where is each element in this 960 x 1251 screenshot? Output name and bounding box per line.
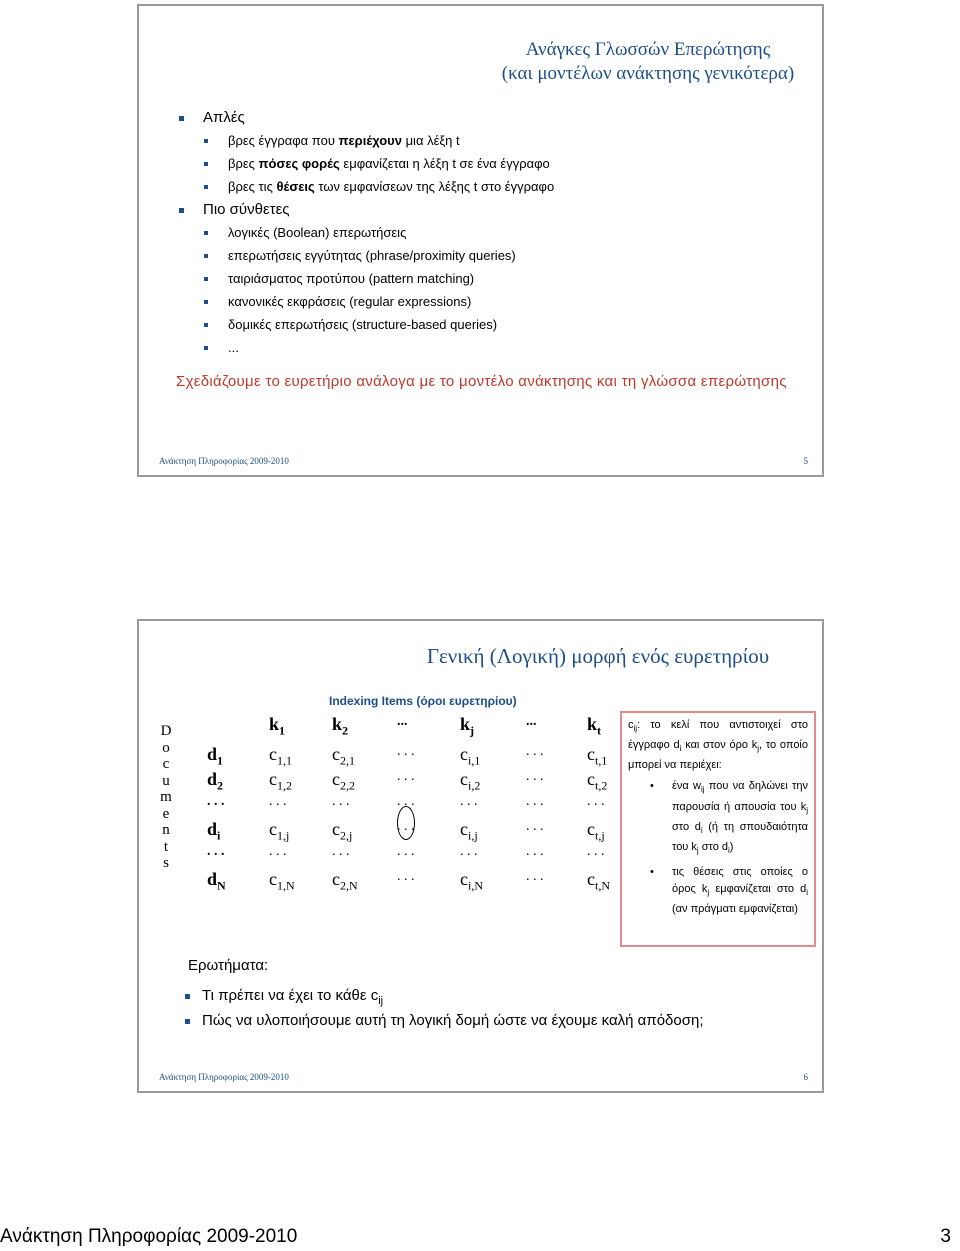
matrix-header-term <box>332 714 348 739</box>
matrix-cell-main: c <box>269 869 277 889</box>
matrix-cell-main: c <box>332 744 340 764</box>
matrix-header-term <box>460 714 474 739</box>
highlight-circle <box>397 806 415 840</box>
matrix-cell-main: c <box>332 819 340 839</box>
matrix-cell-main: c <box>269 744 277 764</box>
question-item <box>185 985 805 1010</box>
matrix-cell-main: . . . <box>526 744 544 759</box>
bullet-item <box>179 154 799 177</box>
matrix-header-term-main: k <box>269 714 280 734</box>
matrix-cell-main: c <box>460 819 468 839</box>
matrix-header-term-main: k <box>332 714 343 734</box>
page-number: 3 <box>940 1226 951 1247</box>
matrix-cell-sub: 1,N <box>277 878 295 893</box>
matrix-cell-main: . . . <box>397 844 415 859</box>
matrix-cell-main: . . . <box>332 794 350 809</box>
matrix-cell <box>526 844 544 860</box>
matrix-cell-main: c <box>460 869 468 889</box>
note-text: ένα w <box>672 780 701 793</box>
bullet-text: των εμφανίσεων της λέξης t στο έγγραφο <box>314 179 555 194</box>
documents-vertical-label <box>155 723 177 872</box>
matrix-cell-main: . . . <box>460 844 478 859</box>
note-subscript: i <box>728 846 730 856</box>
slide-title-line2: (και μοντέλων ανάκτησης γενικότερα) <box>501 63 795 84</box>
matrix-row-doc <box>207 844 225 860</box>
bullet-text: δομικές επερωτήσεις (structure-based queries) <box>228 317 498 332</box>
matrix-cell-sub: 1,2 <box>277 778 292 793</box>
note-subscript: ij <box>700 785 705 795</box>
summary-text: Σχεδιάζουμε το ευρετήριο ανάλογα με το μοντέλο ανάκτησης και τη γλώσσα επερώτησης <box>176 373 787 390</box>
bullet-item <box>179 223 799 246</box>
note-item <box>628 778 808 859</box>
matrix-cell <box>526 819 544 835</box>
matrix-cell <box>460 794 478 810</box>
bullet-text: βρες έγγραφα που <box>228 133 339 148</box>
matrix-cell-main: . . . <box>526 844 544 859</box>
matrix-row-doc-main: d <box>207 869 218 889</box>
bullet-item <box>179 315 799 338</box>
note-item <box>628 864 808 918</box>
matrix-row-doc <box>207 869 226 894</box>
note-text: (αν πράγματι εμφανίζεται) <box>672 903 798 916</box>
note-subscript: i <box>679 744 682 754</box>
matrix-cell <box>587 844 605 860</box>
matrix-cell-sub: i,j <box>468 828 478 843</box>
matrix-row-doc <box>207 794 225 810</box>
matrix-cell <box>397 869 415 885</box>
note-text: , το οποίο μπορεί να περιέχει: <box>628 739 808 772</box>
bullet-item <box>179 108 799 131</box>
note-subscript: i <box>806 888 808 898</box>
square-bullet-icon <box>185 1019 190 1024</box>
matrix-row-doc-main: d <box>207 819 218 839</box>
matrix-cell-sub: 1,1 <box>277 753 292 768</box>
matrix-cell-sub: i,2 <box>468 778 481 793</box>
bullet-text: ταιριάσματος προτύπου (pattern matching) <box>228 271 475 286</box>
matrix-cell-main: c <box>332 769 340 789</box>
square-bullet-icon <box>179 208 184 213</box>
matrix-cell <box>587 769 607 794</box>
index-matrix <box>199 714 629 904</box>
note-text: (ή τη σπουδαιότητα του k <box>672 820 808 853</box>
bullet-text: Πιο σύνθετες <box>203 201 290 218</box>
bullet-text: μια λέξη t <box>401 133 460 148</box>
question-item <box>185 1010 805 1035</box>
note-subscript: ij <box>633 724 638 734</box>
matrix-cell-main: c <box>269 769 277 789</box>
matrix-cell-main: . . . <box>526 869 544 884</box>
matrix-row-doc-sub: N <box>217 878 226 893</box>
matrix-cell <box>269 744 292 769</box>
bullet-text: βρες τις <box>228 179 277 194</box>
matrix-cell <box>269 819 289 844</box>
matrix-cell <box>397 844 415 860</box>
matrix-cell <box>526 794 544 810</box>
note-text: στο d <box>672 820 701 833</box>
matrix-row-doc-main: . . . <box>207 794 225 809</box>
slide-footer-left: Ανάκτηση Πληροφορίας 2009-2010 <box>159 1072 289 1082</box>
bullet-item <box>179 177 799 200</box>
slide-page-number: 5 <box>803 456 808 466</box>
square-bullet-icon <box>204 254 208 258</box>
square-bullet-icon <box>204 277 208 281</box>
square-bullet-icon <box>204 300 208 304</box>
matrix-cell-main: . . . <box>526 819 544 834</box>
slide-title-line1: Ανάγκες Γλωσσών Επερώτησης <box>525 39 771 60</box>
matrix-cell-main: c <box>269 819 277 839</box>
matrix-cell-main: c <box>587 869 595 889</box>
question-text: Πώς να υλοποιήσουμε αυτή τη λογική δομή ώστε να έχουμε καλή απόδοση; <box>202 1012 704 1029</box>
square-bullet-icon <box>185 994 190 999</box>
matrix-cell <box>460 744 480 769</box>
matrix-header-term <box>397 714 408 730</box>
matrix-header-term <box>269 714 285 739</box>
matrix-cell-sub: 2,j <box>340 828 353 843</box>
bullet-text: κανονικές εκφράσεις (regular expressions) <box>228 294 472 309</box>
square-bullet-icon <box>204 139 208 143</box>
matrix-cell <box>269 794 287 810</box>
matrix-cell <box>460 769 480 794</box>
matrix-cell-sub: t,N <box>595 878 610 893</box>
matrix-header-term-main: k <box>587 714 598 734</box>
matrix-cell-main: . . . <box>397 819 415 834</box>
bullet-text: βρες <box>228 156 259 171</box>
matrix-cell <box>460 844 478 860</box>
square-bullet-icon <box>204 185 208 189</box>
bullet-item <box>179 269 799 292</box>
matrix-cell-main: . . . <box>332 844 350 859</box>
bullet-text: ... <box>228 340 239 355</box>
matrix-cell <box>526 869 544 885</box>
matrix-row-doc-main: d <box>207 769 218 789</box>
matrix-cell <box>332 819 352 844</box>
bullet-text: λογικές (Boolean) επερωτήσεις <box>228 225 407 240</box>
matrix-cell <box>587 794 605 810</box>
note-text: c <box>628 719 634 731</box>
documents-letter: t <box>163 838 169 855</box>
note-intro <box>628 717 808 774</box>
matrix-cell <box>269 769 292 794</box>
matrix-cell <box>332 844 350 860</box>
matrix-cell <box>332 744 355 769</box>
matrix-cell-sub: t,2 <box>595 778 608 793</box>
square-bullet-icon <box>179 116 184 121</box>
matrix-cell-main: . . . <box>587 794 605 809</box>
bullet-text: επερωτήσεις εγγύτητας (phrase/proximity queries) <box>228 248 516 263</box>
note-text: στο d <box>698 840 728 853</box>
bullet-item <box>179 200 799 223</box>
matrix-cell <box>587 744 607 769</box>
matrix-cell <box>587 869 610 894</box>
matrix-cell-main: c <box>460 744 468 764</box>
matrix-cell <box>397 744 415 760</box>
matrix-row-doc-sub: i <box>217 828 221 843</box>
indexing-items-caption: Indexing Items (όροι ευρετηρίου) <box>329 694 517 708</box>
note-text: τις θέσεις στις οποίες ο όρος k <box>672 866 808 896</box>
matrix-cell-sub: 2,N <box>340 878 358 893</box>
bullet-text: περιέχουν <box>338 133 402 148</box>
square-bullet-icon <box>204 323 208 327</box>
matrix-row-doc <box>207 769 223 794</box>
documents-letter: u <box>162 772 170 789</box>
bullet-item <box>179 131 799 154</box>
matrix-row-doc-sub: 2 <box>217 778 224 793</box>
matrix-header-term-sub: t <box>597 723 602 738</box>
documents-letter: e <box>162 805 170 822</box>
matrix-header-term-sub: 2 <box>342 723 349 738</box>
bullet-text: εμφανίζεται η λέξη t σε ένα έγγραφο <box>339 156 550 171</box>
bullet-text: πόσες φορές <box>258 156 340 171</box>
cell-explanation-box <box>620 711 816 947</box>
matrix-cell <box>526 769 544 785</box>
matrix-row-doc-main: d <box>207 744 218 764</box>
question-subscript: ij <box>378 995 384 1007</box>
matrix-cell-sub: t,j <box>595 828 605 843</box>
slide-footer-left: Ανάκτηση Πληροφορίας 2009-2010 <box>159 456 289 466</box>
documents-letter: c <box>162 756 170 772</box>
matrix-header-term-sub: 1 <box>279 723 286 738</box>
questions-label: Ερωτήματα: <box>188 957 269 974</box>
bullet-list <box>179 108 799 361</box>
note-text: εμφανίζεται στο d <box>709 883 807 896</box>
note-text: ) <box>729 840 734 853</box>
documents-letter: o <box>162 739 170 756</box>
matrix-cell-main: . . . <box>397 794 415 809</box>
slide-page-number: 6 <box>803 1072 808 1082</box>
matrix-cell-main: . . . <box>587 844 605 859</box>
documents-letter: s <box>163 855 169 871</box>
matrix-row-doc-main: . . . <box>207 844 225 859</box>
matrix-cell-main: . . . <box>526 794 544 809</box>
matrix-cell <box>269 869 295 894</box>
matrix-cell-sub: t,1 <box>595 753 608 768</box>
matrix-cell-sub: 2,1 <box>340 753 355 768</box>
matrix-cell <box>460 819 478 844</box>
documents-letter: D <box>160 723 172 739</box>
matrix-cell-sub: i,1 <box>468 753 481 768</box>
note-subscript: j <box>707 888 710 898</box>
note-text: : το κελί που αντιστοιχεί στο έγγραφο d <box>628 719 808 752</box>
documents-letter: m <box>160 789 172 805</box>
matrix-cell <box>332 794 350 810</box>
note-subscript: j <box>757 744 760 754</box>
matrix-header-term <box>587 714 601 739</box>
square-bullet-icon <box>204 346 208 350</box>
matrix-cell-sub: 1,j <box>277 828 290 843</box>
bullet-item <box>179 292 799 315</box>
matrix-cell <box>460 869 483 894</box>
square-bullet-icon <box>204 162 208 166</box>
note-text: και στον όρο k <box>681 739 758 752</box>
matrix-cell-main: c <box>587 744 595 764</box>
matrix-cell <box>269 844 287 860</box>
matrix-cell-main: . . . <box>397 869 415 884</box>
slide-title: Γενική (Λογική) μορφή ενός ευρετηρίου <box>426 644 770 668</box>
matrix-cell-main: . . . <box>460 794 478 809</box>
note-subscript: i <box>700 825 703 835</box>
matrix-cell <box>587 819 605 844</box>
matrix-header-term-sub: j <box>470 723 475 738</box>
square-bullet-icon <box>204 231 208 235</box>
matrix-row-doc <box>207 744 223 769</box>
matrix-cell-main: c <box>587 769 595 789</box>
matrix-cell-sub: 2,2 <box>340 778 355 793</box>
bullet-item <box>179 246 799 269</box>
matrix-cell <box>332 869 358 894</box>
matrix-cell-main: . . . <box>397 769 415 784</box>
bullet-text: Απλές <box>203 109 245 126</box>
questions-list <box>185 985 805 1035</box>
matrix-header-term <box>526 714 537 730</box>
matrix-header-term-main: ... <box>397 714 408 729</box>
page-footer-text: Ανάκτηση Πληροφορίας 2009-2010 <box>0 1226 298 1247</box>
matrix-row-doc <box>207 819 220 844</box>
matrix-row-doc-sub: 1 <box>217 753 224 768</box>
matrix-cell-main: . . . <box>269 844 287 859</box>
matrix-cell-main: c <box>460 769 468 789</box>
matrix-cell-main: c <box>587 819 595 839</box>
matrix-cell-sub: i,N <box>468 878 483 893</box>
note-list <box>628 778 808 918</box>
matrix-cell <box>526 744 544 760</box>
matrix-header-term-main: k <box>460 714 471 734</box>
matrix-header-term-main: ... <box>526 714 537 729</box>
note-text: που να δηλώνει την παρουσία ή απουσία του k <box>672 780 809 813</box>
slide-title <box>488 38 808 86</box>
bullet-item <box>179 338 799 361</box>
matrix-cell-main: . . . <box>397 744 415 759</box>
matrix-cell <box>332 769 355 794</box>
matrix-cell <box>397 769 415 785</box>
slide-5 <box>137 4 824 477</box>
matrix-cell-main: . . . <box>269 794 287 809</box>
matrix-cell-main: c <box>332 869 340 889</box>
matrix-cell-main: . . . <box>526 769 544 784</box>
documents-letter: n <box>162 822 170 838</box>
question-text: Τι πρέπει να έχει το κάθε c <box>202 987 379 1004</box>
slide-6 <box>137 619 824 1093</box>
note-subscript: j <box>806 805 808 815</box>
bullet-text: θέσεις <box>276 179 315 194</box>
note-subscript: j <box>696 846 699 856</box>
